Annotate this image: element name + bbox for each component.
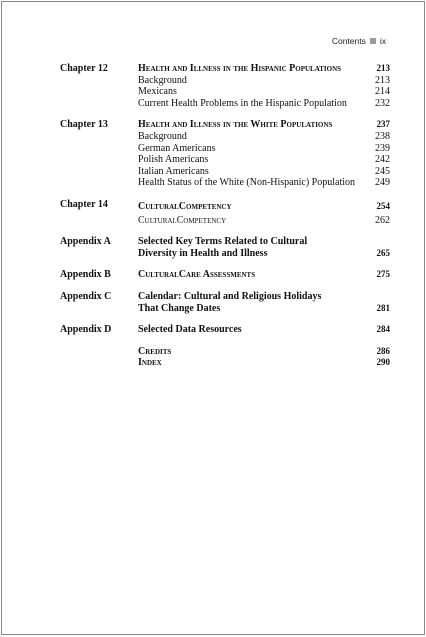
toc-entry-appendix-c	[60, 291, 390, 314]
appendix-title: Diversity in Health and Illness	[138, 247, 268, 259]
running-head	[332, 36, 386, 46]
toc-entry-chapter-13	[60, 119, 390, 189]
subentry-text: Polish Americans	[138, 154, 209, 166]
subentry-text: Background	[138, 130, 187, 142]
page-number: 281	[376, 302, 390, 313]
entry-label: Appendix B	[60, 269, 111, 281]
page-number: 213	[376, 63, 390, 73]
subentry[interactable]	[138, 143, 390, 155]
subentry[interactable]	[138, 131, 390, 143]
back-matter-title: Index	[138, 357, 162, 369]
entry-label: Appendix A	[60, 236, 111, 248]
toc-entry-appendix-b	[60, 269, 390, 281]
page-number: 214	[375, 86, 390, 98]
page-number: 275	[376, 269, 390, 280]
appendix-title-line[interactable]	[138, 291, 390, 303]
square-ornament-icon	[370, 38, 376, 44]
page-number: 265	[376, 247, 390, 258]
chapter-title-line[interactable]	[138, 119, 390, 131]
subentry[interactable]	[138, 86, 390, 98]
subentry-text: Current Health Problems in the Hispanic Population	[138, 97, 347, 109]
entry-label: Chapter 14	[60, 198, 108, 210]
entry-label: Chapter 13	[60, 119, 108, 131]
subentry[interactable]	[138, 154, 390, 166]
chapter-title: Health and Illness in the White Populations	[138, 119, 333, 131]
subentry-text: Health Status of the White (Non-Hispanic) Population	[138, 177, 355, 189]
entry-label: Appendix C	[60, 290, 112, 302]
appendix-title: Selected Key Terms Related to Cultural	[138, 236, 308, 248]
toc-entry-chapter-14	[60, 199, 390, 226]
appendix-title: CulturalCare Assessments	[138, 269, 256, 281]
subentry-text: Background	[138, 74, 187, 86]
appendix-title-line[interactable]	[138, 236, 390, 248]
page-number: 242	[375, 154, 390, 166]
table-of-contents	[60, 63, 390, 379]
appendix-title-line[interactable]	[138, 269, 390, 281]
toc-entry-appendix-a	[60, 236, 390, 259]
toc-back-matter	[60, 346, 390, 369]
back-matter-index[interactable]	[138, 357, 390, 369]
page-number: 284	[376, 324, 390, 335]
appendix-title: Selected Data Resources	[138, 324, 242, 336]
book-page	[1, 1, 425, 635]
appendix-title: Calendar: Cultural and Religious Holidays	[138, 290, 322, 302]
appendix-title-line[interactable]	[138, 303, 390, 315]
toc-entry-appendix-d	[60, 324, 390, 336]
entry-label: Appendix D	[60, 324, 112, 336]
page-number: 249	[375, 177, 390, 189]
toc-entry-chapter-12	[60, 63, 390, 109]
subentry[interactable]	[138, 98, 390, 110]
chapter-title: Health and Illness in the Hispanic Populations	[138, 63, 342, 74]
back-matter-credits[interactable]	[138, 346, 390, 358]
subentry-text: German Americans	[138, 142, 216, 154]
page-number: 286	[376, 345, 390, 356]
chapter-title-line[interactable]	[138, 63, 390, 75]
entry-label: Chapter 12	[60, 63, 108, 74]
chapter-title-line[interactable]	[138, 215, 390, 227]
page-number: 262	[375, 214, 390, 226]
appendix-title: That Change Dates	[138, 302, 221, 314]
chapter-title: CulturalCompetency	[138, 214, 227, 226]
subentry[interactable]	[138, 166, 390, 178]
running-head-title: Contents	[331, 36, 366, 46]
page-number: 213	[375, 74, 390, 86]
subentry-text: Mexicans	[138, 86, 177, 98]
page-number: 290	[376, 357, 390, 368]
chapter-title-line[interactable]	[138, 201, 390, 213]
page-number: 238	[375, 130, 390, 142]
page-number: 232	[375, 97, 390, 109]
page-number: 245	[375, 165, 390, 177]
appendix-title-line[interactable]	[138, 324, 390, 336]
chapter-title: CulturalCompetency	[138, 200, 232, 212]
page-number: 237	[376, 119, 390, 130]
appendix-title-line[interactable]	[138, 248, 390, 260]
subentry-text: Italian Americans	[138, 165, 209, 177]
page-number: 239	[375, 142, 390, 154]
page-number: 254	[376, 200, 390, 211]
back-matter-title: Credits	[138, 345, 172, 357]
subentry[interactable]	[138, 75, 390, 87]
running-head-page: ix	[379, 36, 386, 46]
subentry[interactable]	[138, 177, 390, 189]
